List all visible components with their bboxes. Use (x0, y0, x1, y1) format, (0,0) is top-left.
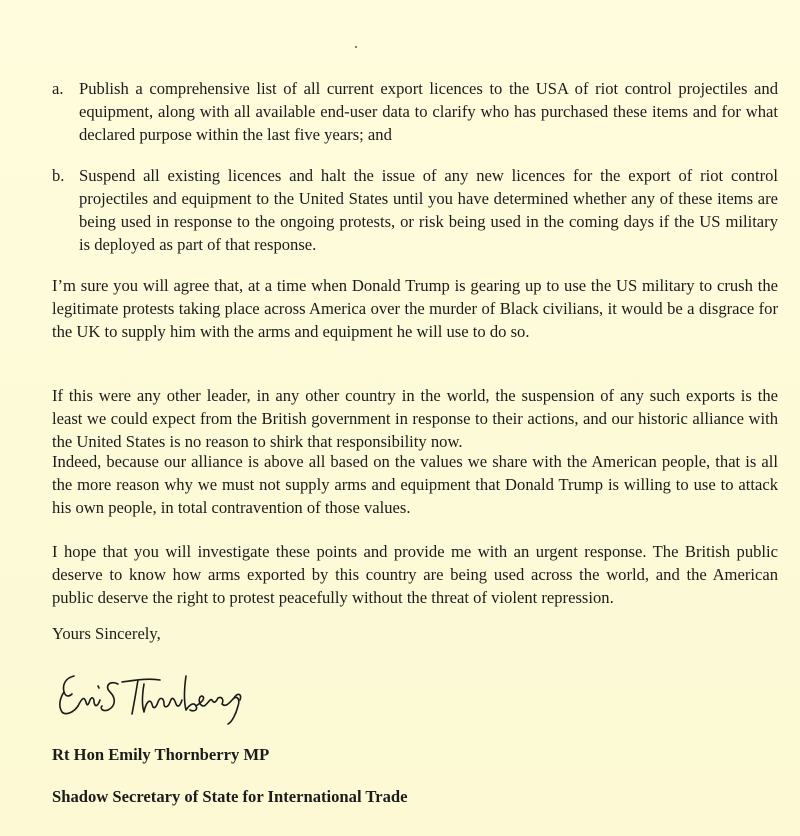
paragraph-urgent-response: I hope that you will investigate these points and provide me with an urgent response. The British public deserve to know how arms exported by this country are being used across the world, and the American public deserve the right to protest peacefully without the threat of violent repression. (52, 542, 778, 607)
handwritten-signature (52, 662, 272, 726)
list-item-a (52, 77, 778, 147)
signatory-name: Rt Hon Emily Thornberry MP (52, 745, 270, 764)
paragraph-trump-protests: I’m sure you will agree that, at a time when Donald Trump is gearing up to use the US military to crush the legitimate protests taking place across America over the murder of Black civilians, it would be a disgrace for the UK to supply him with the arms and equipment he will use to do so. (52, 276, 778, 341)
signatory-title: Shadow Secretary of State for International Trade (52, 787, 408, 806)
list-marker-b: b. (52, 166, 65, 185)
closing-salutation: Yours Sincerely, (52, 624, 161, 643)
paragraph-other-leader: If this were any other leader, in any other country in the world, the suspension of any such exports is the least we could expect from the British government in response to their actions, and our historic alliance with the United States is no reason to shirk that responsibility now. (52, 386, 778, 451)
paragraph-shared-values: Indeed, because our alliance is above all based on the values we share with the American people, that is all the more reason why we must not supply arms and equipment that Donald Trump is willing to use to attack his own people, in total contravention of those values. (52, 452, 778, 517)
list-text-a: Publish a comprehensive list of all current export licences to the USA of riot control projectiles and equipment, along with all available end-user data to clarify who has purchased these items and for what declared purpose within the last five years; and (79, 79, 778, 144)
list-item-b (52, 164, 778, 257)
scan-speck (355, 46, 357, 48)
list-text-b: Suspend all existing licences and halt the issue of any new licences for the export of riot control projectiles and equipment to the United States until you have determined whether any of these items are being used in response to the ongoing protests, or risk being used in the coming days if the US military is deployed as part of that response. (79, 166, 778, 254)
list-marker-a: a. (52, 79, 64, 98)
